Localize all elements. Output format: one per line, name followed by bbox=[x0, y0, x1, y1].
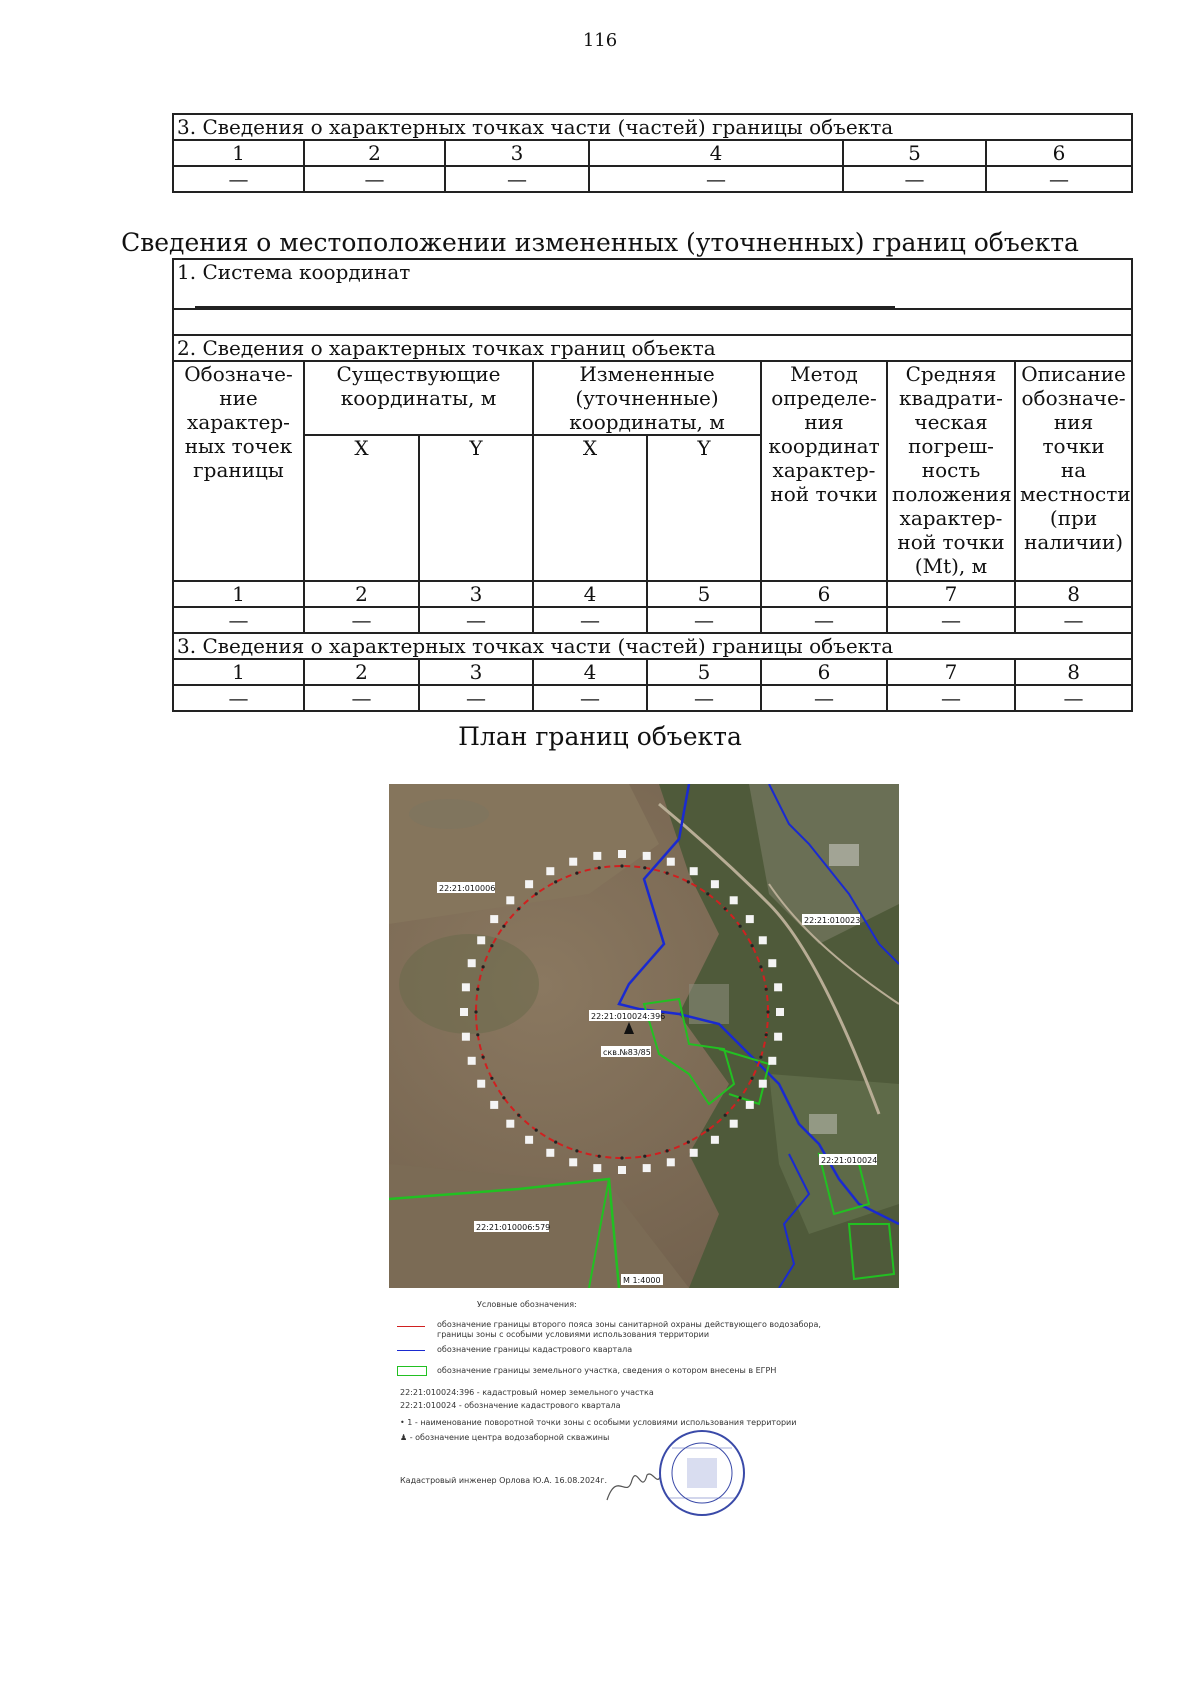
column-number: 6 bbox=[761, 659, 887, 685]
column-number: 4 bbox=[533, 581, 647, 607]
quarter-swatch bbox=[397, 1350, 425, 1351]
turn-point-label bbox=[759, 1080, 767, 1088]
column-number: 5 bbox=[647, 659, 761, 685]
column-number: 6 bbox=[986, 140, 1132, 166]
parcel-label: 22:21:010024:396 bbox=[591, 1012, 666, 1021]
legend-well: ♟ - обозначение центра водозаборной скважины bbox=[400, 1433, 610, 1442]
turn-point bbox=[751, 1077, 754, 1080]
turn-point bbox=[476, 988, 479, 991]
page-number: 116 bbox=[582, 30, 618, 51]
column-number: 4 bbox=[589, 140, 843, 166]
map-legend bbox=[397, 1300, 917, 1530]
turn-point bbox=[724, 1114, 727, 1117]
x-existing-header: X bbox=[304, 435, 419, 581]
turn-point bbox=[666, 1149, 669, 1152]
turn-point-label bbox=[759, 936, 767, 944]
turn-point bbox=[687, 880, 690, 883]
cell-value: — bbox=[304, 607, 419, 633]
turn-point-label bbox=[768, 1057, 776, 1065]
cell-value: — bbox=[887, 685, 1015, 711]
turn-point bbox=[759, 965, 762, 968]
y-existing-header: Y bbox=[419, 435, 533, 581]
coordinate-system-row bbox=[173, 259, 1132, 309]
turn-point-label bbox=[774, 983, 782, 991]
turn-point bbox=[517, 1114, 520, 1117]
turn-point bbox=[535, 1129, 538, 1132]
parts-points-header: 3. Сведения о характерных точках части (частей) границы объекта bbox=[173, 633, 1132, 659]
turn-point bbox=[575, 872, 578, 875]
turn-point bbox=[476, 1033, 479, 1036]
cell-value: — bbox=[647, 685, 761, 711]
turn-point-label bbox=[462, 983, 470, 991]
turn-point bbox=[765, 1033, 768, 1036]
changed-coordinates-header: Измененные (уточненные) координаты, м bbox=[533, 361, 761, 435]
signature bbox=[602, 1465, 662, 1505]
turn-point bbox=[687, 1141, 690, 1144]
description-header: Описание обозначе- ния точки на местности (при наличии) bbox=[1015, 361, 1132, 581]
turn-point-label bbox=[468, 959, 476, 967]
turn-point-label bbox=[711, 1136, 719, 1144]
turn-point bbox=[739, 1096, 742, 1099]
column-number: 1 bbox=[173, 581, 304, 607]
turn-point-label bbox=[490, 915, 498, 923]
turn-point-label bbox=[667, 1158, 675, 1166]
cell-value: — bbox=[986, 166, 1132, 192]
turn-point bbox=[598, 866, 601, 869]
boundary-plan-map bbox=[389, 784, 899, 1288]
legend-zone: обозначение границы второго пояса зоны санитарной охраны действующего водозабора, границы зоны с особыми условиями использования территории bbox=[437, 1320, 821, 1339]
empty-row bbox=[173, 309, 1132, 335]
cell-value: — bbox=[445, 166, 589, 192]
column-number: 1 bbox=[173, 140, 304, 166]
turn-point bbox=[517, 907, 520, 910]
turn-point bbox=[620, 1156, 623, 1159]
cell-value: — bbox=[419, 607, 533, 633]
turn-point-label bbox=[643, 852, 651, 860]
turn-point-label bbox=[546, 1149, 554, 1157]
turn-point-label bbox=[490, 1101, 498, 1109]
turn-point bbox=[535, 892, 538, 895]
coordinate-system-blank bbox=[195, 286, 895, 308]
column-number: 2 bbox=[304, 659, 419, 685]
x-changed-header: X bbox=[533, 435, 647, 581]
turn-point-label bbox=[546, 867, 554, 875]
turn-point-label bbox=[462, 1033, 470, 1041]
cell-value: — bbox=[1015, 607, 1132, 633]
legend-quarter-label: 22:21:010024 - обозначение кадастрового квартала bbox=[400, 1401, 621, 1410]
turn-point-label bbox=[746, 915, 754, 923]
cell-value: — bbox=[533, 685, 647, 711]
designation-header: Обозначе- ние характер- ных точек границы bbox=[173, 361, 304, 581]
turn-point-label bbox=[618, 850, 626, 858]
well-label: скв.№83/85 bbox=[603, 1048, 651, 1057]
turn-point bbox=[502, 925, 505, 928]
turn-point bbox=[706, 892, 709, 895]
cell-value: — bbox=[533, 607, 647, 633]
turn-point-label bbox=[569, 1158, 577, 1166]
y-changed-header: Y bbox=[647, 435, 761, 581]
turn-point bbox=[482, 1056, 485, 1059]
turn-point bbox=[482, 965, 485, 968]
turn-point-label bbox=[711, 880, 719, 888]
column-number: 5 bbox=[843, 140, 986, 166]
cell-value: — bbox=[843, 166, 986, 192]
engineer-line: Кадастровый инженер Орлова Ю.А. 16.08.2024г. bbox=[400, 1476, 607, 1485]
column-number: 8 bbox=[1015, 659, 1132, 685]
turn-point bbox=[554, 880, 557, 883]
parcel-swatch bbox=[397, 1366, 427, 1376]
cell-value: — bbox=[761, 685, 887, 711]
column-number: 8 bbox=[1015, 581, 1132, 607]
cell-value: — bbox=[1015, 685, 1132, 711]
turn-point-label bbox=[776, 1008, 784, 1016]
changed-boundaries-title: Сведения о местоположении измененных (уточненных) границ объекта bbox=[121, 228, 1079, 257]
turn-point bbox=[739, 925, 742, 928]
turn-point-label bbox=[506, 896, 514, 904]
parts-points-header: 3. Сведения о характерных точках части (частей) границы объекта bbox=[173, 114, 1132, 140]
turn-point-label bbox=[618, 1166, 626, 1174]
turn-point-label bbox=[460, 1008, 468, 1016]
turn-point-label bbox=[730, 1120, 738, 1128]
points-header: 2. Сведения о характерных точках границ объекта bbox=[173, 335, 1132, 361]
turn-point bbox=[766, 1010, 769, 1013]
legend-cad-number: 22:21:010024:396 - кадастровый номер земельного участка bbox=[400, 1388, 654, 1397]
cell-value: — bbox=[304, 166, 445, 192]
seal-stamp bbox=[657, 1428, 747, 1518]
column-number: 7 bbox=[887, 659, 1015, 685]
cell-value: — bbox=[647, 607, 761, 633]
changed-boundaries-table bbox=[172, 258, 1133, 712]
parts-points-table bbox=[172, 113, 1133, 193]
column-number: 4 bbox=[533, 659, 647, 685]
turn-point-label bbox=[468, 1057, 476, 1065]
turn-point-label bbox=[506, 1120, 514, 1128]
column-number: 5 bbox=[647, 581, 761, 607]
legend-title: Условные обозначения: bbox=[477, 1300, 577, 1309]
quarter-label: 22:21:010006 bbox=[439, 884, 496, 893]
zone-swatch bbox=[397, 1326, 425, 1327]
column-number: 1 bbox=[173, 659, 304, 685]
turn-point bbox=[490, 944, 493, 947]
column-number: 7 bbox=[887, 581, 1015, 607]
error-header: Средняя квадрати- ческая погреш- ность положения характер- ной точки (Mt), м bbox=[887, 361, 1015, 581]
existing-coordinates-header: Существующие координаты, м bbox=[304, 361, 533, 435]
turn-point-label bbox=[746, 1101, 754, 1109]
turn-point bbox=[575, 1149, 578, 1152]
turn-point bbox=[598, 1155, 601, 1158]
column-number: 6 bbox=[761, 581, 887, 607]
turn-point-label bbox=[667, 858, 675, 866]
cell-value: — bbox=[419, 685, 533, 711]
turn-point bbox=[643, 1155, 646, 1158]
map-svg bbox=[389, 784, 899, 1288]
turn-point bbox=[759, 1056, 762, 1059]
turn-point bbox=[643, 866, 646, 869]
building bbox=[829, 844, 859, 866]
turn-point-label bbox=[690, 1149, 698, 1157]
cell-value: — bbox=[761, 607, 887, 633]
turn-point bbox=[765, 988, 768, 991]
cell-value: — bbox=[887, 607, 1015, 633]
quarter-label: 22:21:010023 bbox=[804, 916, 861, 925]
cell-value: — bbox=[173, 607, 304, 633]
turn-point-label bbox=[768, 959, 776, 967]
quarter-label: 22:21:010024 bbox=[821, 1156, 878, 1165]
turn-point-label bbox=[593, 852, 601, 860]
coordinate-system-label: 1. Система координат bbox=[177, 260, 411, 284]
turn-point bbox=[724, 907, 727, 910]
turn-point-label bbox=[525, 1136, 533, 1144]
turn-point-label bbox=[477, 936, 485, 944]
turn-point-label bbox=[774, 1033, 782, 1041]
turn-point-label bbox=[477, 1080, 485, 1088]
plan-title: План границ объекта bbox=[458, 722, 742, 751]
column-number: 2 bbox=[304, 140, 445, 166]
turn-point bbox=[666, 872, 669, 875]
vegetation-patch bbox=[409, 799, 489, 829]
column-number: 2 bbox=[304, 581, 419, 607]
turn-point-label bbox=[569, 858, 577, 866]
turn-point bbox=[751, 944, 754, 947]
cell-value: — bbox=[173, 685, 304, 711]
method-header: Метод определе- ния координат характер- ной точки bbox=[761, 361, 887, 581]
turn-point bbox=[620, 864, 623, 867]
legend-quarter: обозначение границы кадастрового квартала bbox=[437, 1345, 633, 1354]
turn-point bbox=[706, 1129, 709, 1132]
turn-point bbox=[554, 1141, 557, 1144]
cell-value: — bbox=[304, 685, 419, 711]
cell-value: — bbox=[589, 166, 843, 192]
turn-point bbox=[474, 1010, 477, 1013]
legend-parcel: обозначение границы земельного участка, сведения о котором внесены в ЕГРН bbox=[437, 1366, 777, 1375]
legend-turn-point: • 1 - наименование поворотной точки зоны с особыми условиями использования территории bbox=[400, 1418, 797, 1427]
column-number: 3 bbox=[419, 659, 533, 685]
turn-point-label bbox=[643, 1164, 651, 1172]
building bbox=[809, 1114, 837, 1134]
scale-label: М 1:4000 bbox=[623, 1276, 661, 1285]
turn-point-label bbox=[690, 867, 698, 875]
turn-point-label bbox=[525, 880, 533, 888]
parcel-label: 22:21:010006:579 bbox=[476, 1223, 551, 1232]
column-number: 3 bbox=[419, 581, 533, 607]
cell-value: — bbox=[173, 166, 304, 192]
column-number: 3 bbox=[445, 140, 589, 166]
turn-point-label bbox=[730, 896, 738, 904]
turn-point-label bbox=[593, 1164, 601, 1172]
turn-point bbox=[490, 1077, 493, 1080]
turn-point bbox=[502, 1096, 505, 1099]
